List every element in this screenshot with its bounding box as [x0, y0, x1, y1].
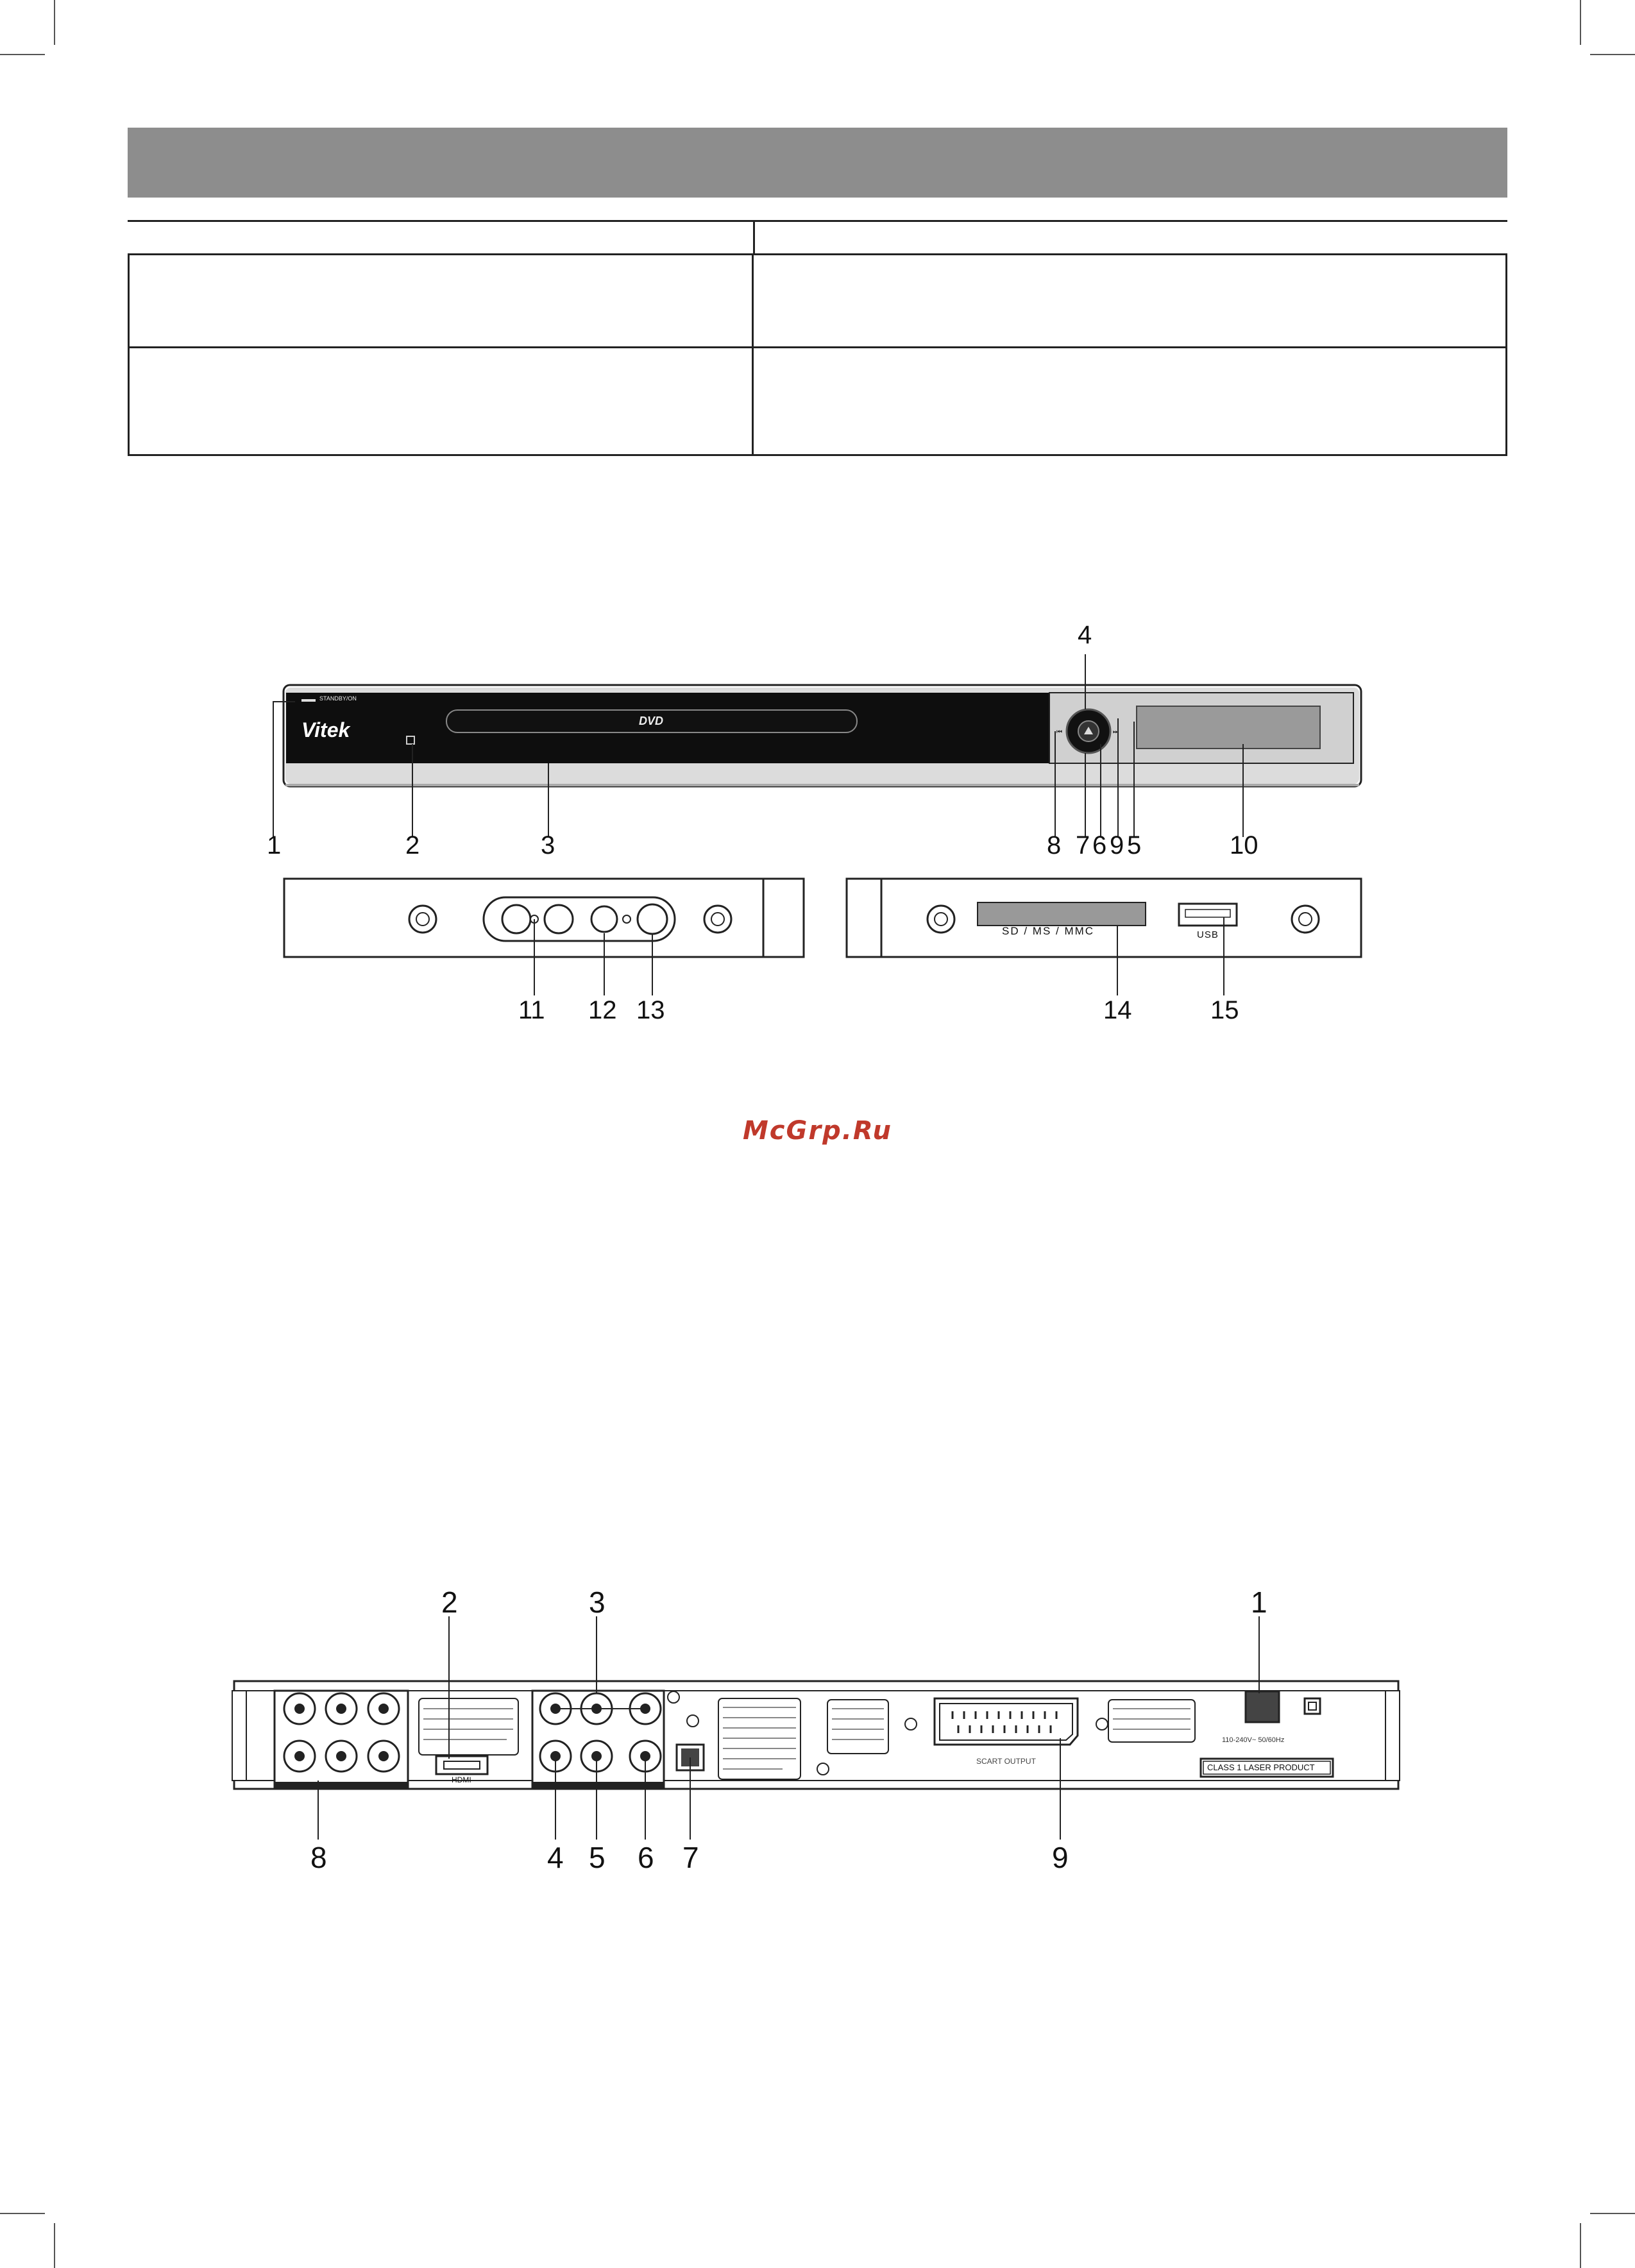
callout-number: 8 [310, 1841, 327, 1874]
svg-text:⏮: ⏮ [1056, 729, 1062, 736]
scart-label: SCART OUTPUT [976, 1757, 1036, 1766]
callout-number: 8 [1047, 831, 1062, 859]
callout-number: 6 [1092, 831, 1107, 859]
table-top-rule [128, 220, 1507, 222]
crop-mark [0, 54, 45, 55]
standby-label: STANDBY/ON [319, 695, 357, 702]
hdmi-label: HDMI [452, 1775, 471, 1784]
callout-number: 14 [1103, 996, 1132, 1024]
callout-number: 2 [441, 1586, 458, 1619]
power-rating-label: 110-240V~ 50/60Hz [1222, 1736, 1285, 1744]
callout-number: 10 [1230, 831, 1258, 859]
callout-number: 9 [1110, 831, 1124, 859]
crop-mark [0, 2213, 45, 2214]
crop-mark [1590, 54, 1635, 55]
callout-number: 15 [1210, 996, 1239, 1024]
section-header-bar [128, 128, 1507, 198]
laser-label: CLASS 1 LASER PRODUCT [1207, 1763, 1315, 1772]
callout-number: 11 [518, 996, 545, 1024]
front-panel-illustration [0, 616, 1635, 1026]
callout-number: 4 [547, 1841, 564, 1874]
usb-label: USB [1197, 929, 1219, 940]
watermark: McGrp.Ru [743, 1116, 892, 1146]
table-column-rule [753, 220, 755, 255]
crop-mark [1590, 2213, 1635, 2214]
crop-mark [1580, 2223, 1581, 2268]
callout-number: 3 [541, 831, 555, 859]
callout-number: 7 [682, 1841, 699, 1874]
callout-number: 1 [1251, 1586, 1267, 1619]
crop-mark [1580, 0, 1581, 45]
crop-mark [54, 2223, 55, 2268]
callout-number: 7 [1076, 831, 1090, 859]
crop-mark [54, 0, 55, 45]
table-row [128, 253, 754, 348]
callout-number: 1 [267, 831, 282, 859]
table-row [128, 346, 754, 456]
callout-number: 13 [636, 996, 665, 1024]
card-slot-label: SD / MS / MMC [1002, 925, 1095, 937]
callout-number: 3 [589, 1586, 606, 1619]
callout-number: 4 [1078, 621, 1092, 649]
callout-number: 6 [638, 1841, 654, 1874]
callout-number: 5 [589, 1841, 606, 1874]
callout-number: 9 [1052, 1841, 1069, 1874]
dvd-logo: DVD [639, 715, 664, 727]
svg-text:⏭: ⏭ [1113, 729, 1119, 736]
rear-panel-illustration [0, 1578, 1635, 1886]
brand-logo: Vitek [301, 718, 350, 741]
table-row [752, 253, 1507, 348]
table-row [752, 346, 1507, 456]
callout-number: 12 [588, 996, 617, 1024]
callout-number: 2 [405, 831, 420, 859]
callout-number: 5 [1127, 831, 1142, 859]
